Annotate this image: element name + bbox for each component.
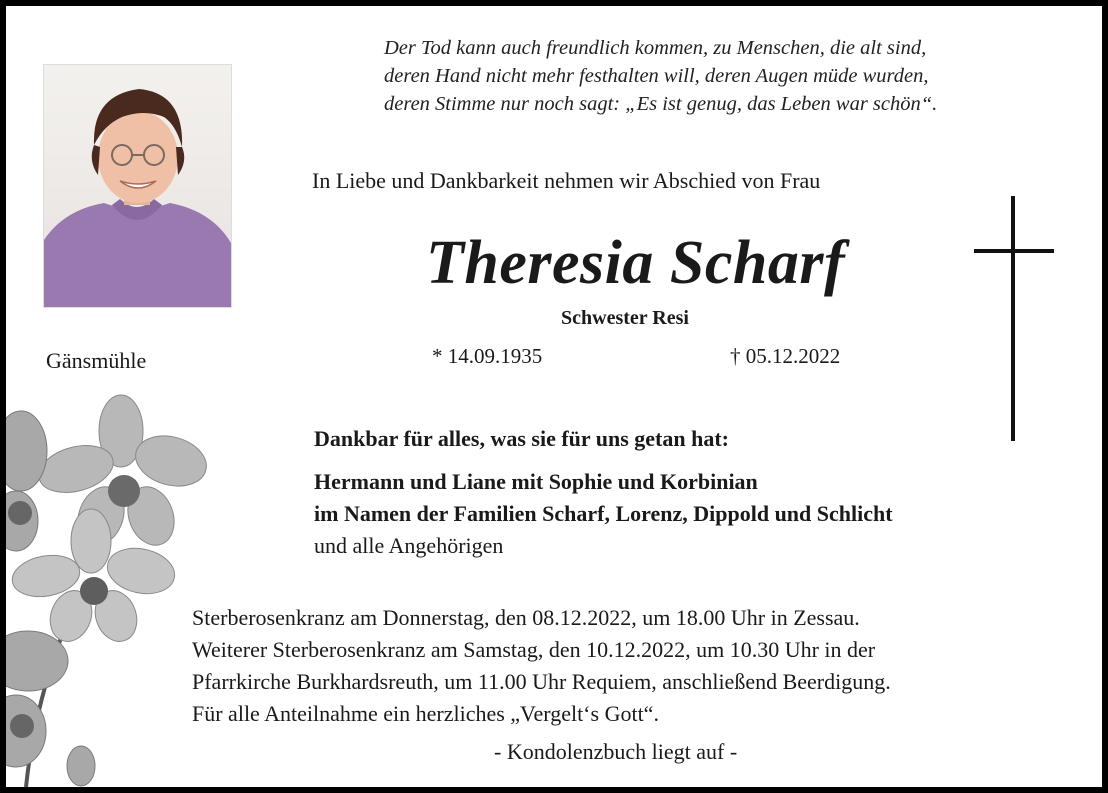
- quote: [384, 34, 937, 118]
- mourners-line: Hermann und Liane mit Sophie und Korbinian: [314, 469, 758, 494]
- quote-line: deren Stimme nur noch sagt: „Es ist genug, das Leben war schön“.: [384, 93, 938, 115]
- deceased-nickname: Schwester Resi: [561, 307, 689, 329]
- intro-text: In Liebe und Dankbarkeit nehmen wir Abschied von Frau: [312, 168, 821, 193]
- obituary-card: [6, 6, 1102, 787]
- service-line: Für alle Anteilnahme ein herzliches „Vergelt‘s Gott“.: [192, 701, 659, 726]
- quote-line: deren Hand nicht mehr festhalten will, deren Augen müde wurden,: [384, 65, 929, 87]
- service-line: Pfarrkirche Burkhardsreuth, um 11.00 Uhr Requiem, anschließend Beerdigung.: [192, 669, 891, 694]
- thanks-heading: Dankbar für alles, was sie für uns getan hat:: [314, 426, 730, 451]
- place-of-residence: Gänsmühle: [46, 348, 147, 373]
- service-line: Sterberosenkranz am Donnerstag, den 08.12.2022, um 18.00 Uhr in Zessau.: [192, 605, 860, 630]
- orchid-decoration-icon: [6, 391, 216, 787]
- portrait-illustration: [44, 65, 231, 307]
- mourners-line: und alle Angehörigen: [314, 533, 504, 558]
- condolence-note: - Kondolenzbuch liegt auf -: [494, 739, 738, 764]
- death-date: † 05.12.2022: [730, 344, 841, 368]
- service-line: Weiterer Sterberosenkranz am Samstag, den 10.12.2022, um 10.30 Uhr in der: [192, 637, 876, 662]
- birth-date: * 14.09.1935: [432, 344, 543, 368]
- cross-icon: [974, 196, 1054, 441]
- service-info: [192, 602, 891, 730]
- portrait-photo: [43, 64, 232, 308]
- deceased-name: Theresia Scharf: [426, 229, 846, 297]
- mourners-block: [314, 466, 893, 562]
- quote-line: Der Tod kann auch freundlich kommen, zu Menschen, die alt sind,: [384, 37, 927, 59]
- mourners-line: im Namen der Familien Scharf, Lorenz, Dippold und Schlicht: [314, 501, 893, 526]
